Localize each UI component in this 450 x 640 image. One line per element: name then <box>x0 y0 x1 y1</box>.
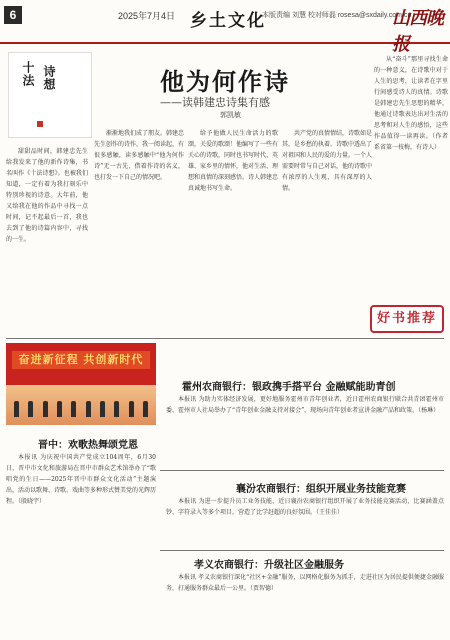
news-headline-3: 襄汾农商银行：组织开展业务技能竞赛 <box>236 484 406 495</box>
promo-label: 好书推荐 <box>376 311 437 326</box>
news-headline-2: 晋中：欢歌热舞颂党恩 <box>38 440 138 451</box>
article-column-4: 共产党的真情情结，诗歌如是其，是乡愁的执着。诗歌中透出了对祖国和人民的爱的力量。一个人需要时常与自己对话，他的诗歌中有浓厚的人生观，具有深厚的人情。 <box>282 130 372 192</box>
news-body-3: 本报讯 为进一步提升员工业务技能，近日襄汾农商银行组织开展了业务技能竞赛活动，比赛涵盖点钞、字符录入等多个项目，营造了比学赶超的良好氛围。（王佳佳） <box>166 498 444 516</box>
article-column-2: 渐渐地我们成了朋友。韩建忠先生创作的诗作，我一阅读起，有很多感触，读多感触中“他为何作诗”无一古先，借着作诗的名义，也打发一下自己的情况吧。 <box>94 130 184 181</box>
editor-credit: 本版责编 刘慧 校对师磊 rosesa@sxdaily.com.cn <box>262 12 412 19</box>
seal-stamp-icon <box>37 121 43 127</box>
article-column-1: 甜甜品时间，韩建忠先生给我发来了他的新作诗集，书名叫作《十法诗想》。也被我们知道，一定有着为我打刻乐中特别珍视的诗意。大年前，他又给我在他的作品中寻找一点时间，记不起最后一首，我也去到了他的诗篇内容中，寻找的一生。 <box>6 148 88 243</box>
news-body-2: 本报讯 为庆祝中国共产党成立104周年，6月30日，晋中市文化和旅游局在晋中市群众艺术馆举办了“歌唱党的生日——2025年晋中市群众文化活动”主题演出，活动以歌舞、诗歌、戏曲等多种形式赞美党的光辉历程。（殷晓宇） <box>6 454 156 505</box>
photo-banner: 奋进新征程 共创新时代 <box>12 351 150 369</box>
article-subtitle: ——读韩建忠诗集有感 <box>160 96 270 109</box>
book-cover-title: 十法 <box>21 61 35 87</box>
section-title: 乡土文化 <box>190 11 266 31</box>
news-body-4: 本报讯 孝义农商银行深化“社区+金融”服务，以网格化服务为抓手，走进社区为居民提供便捷金融服务，打通服务群众最后一公里。（贾智德） <box>166 574 444 592</box>
book-cover-title-2: 诗想 <box>42 65 56 91</box>
news-headline-1: 霍州农商银行：银政携手搭平台 金融赋能助青创 <box>182 382 396 393</box>
news-divider-2 <box>160 550 444 551</box>
news-body-1: 本报讯 为助力实体经济发展，更好地服务霍州市青年创业者，近日霍州农商银行联合共青团霍州市委、霍州市人社局举办了“青年创业金融支持对接会”，现场向青年创业者宣讲金融产品和政策。（杨琳） <box>166 396 444 414</box>
issue-date: 2025年7月4日 <box>118 11 176 21</box>
performers <box>14 401 148 417</box>
article-column-5: 从“奋斗”那里寻找生命的一种意义，在诗歌中对于人生的思考，让读者在字里行间感受诗人的真情。诗歌是韩建忠先生思想的精华，他通过诗歌表达出对生活的思考和对人生的感悟，这些作品值得一读再读。（作者系省第一枝梅，有诗人） <box>374 56 448 151</box>
news-divider-1 <box>160 470 444 471</box>
page-header <box>0 0 450 55</box>
article-title: 他为何作诗 <box>160 68 290 96</box>
news-headline-4: 孝义农商银行：升级社区金融服务 <box>194 560 344 571</box>
page-number: 6 <box>4 6 22 24</box>
section-divider <box>6 338 444 339</box>
book-recommendation-badge <box>370 305 444 333</box>
event-photo <box>6 343 156 425</box>
article-column-3: 给予他做人民生命活力的歌颂，关爱的歌颂！他编写了一些有关心的诗歌，同时也书写时代、英雄、家乡里的情怀，他对生活、理想和真情的深刻感悟。诗人韩建忠真诚地书写生命。 <box>188 130 278 192</box>
newspaper-logo: 山西晚报 <box>392 8 443 55</box>
book-cover-image <box>8 52 92 138</box>
article-author: 郭凯敏 <box>220 112 241 119</box>
